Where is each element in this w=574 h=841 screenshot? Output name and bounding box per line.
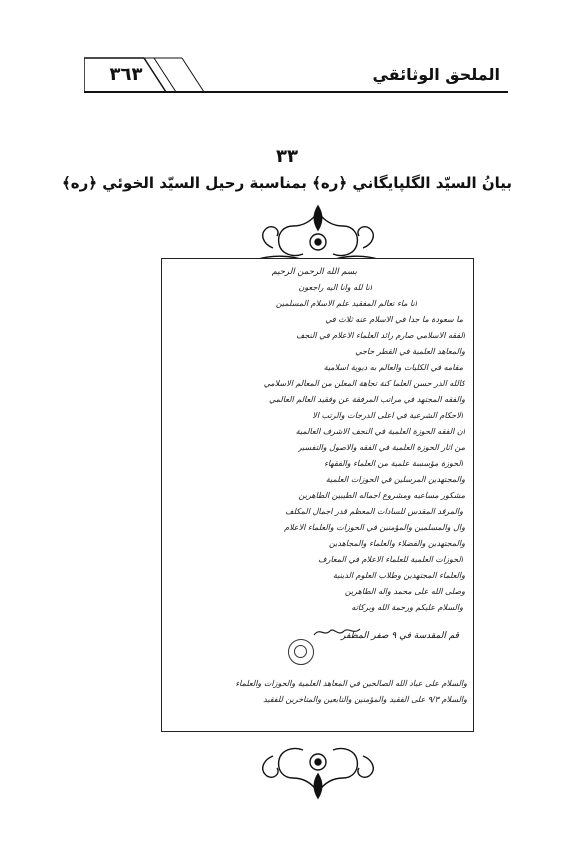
page-header bbox=[84, 56, 508, 96]
letter-line: بسم الله الرحمن الرحيم bbox=[271, 267, 357, 277]
letter-line: الاحكام الشرعية في اعلى الدرجات والرتب الا bbox=[312, 411, 463, 420]
letter-line: ما سعودة ما جدا في الاسلام عنه ثلاث في bbox=[325, 315, 463, 324]
letter-date: قم المقدسة في ٩ صفر المظفر bbox=[341, 631, 459, 641]
letter-line: انا لله وانا اليه راجعون bbox=[298, 283, 372, 292]
letter-line: انا ماء تعالم المفقيد علم الاسلام المسلمين bbox=[275, 299, 417, 308]
postscript-line: والسلام ٩/٣ على الفقيد والمؤمنين والتابعين والمتاخرين للفقيد bbox=[263, 695, 467, 704]
letter-line: الحوزة مؤسسة علمية من العلماء والفقهاء bbox=[324, 459, 463, 468]
letter-line: وال والمسلمين والمؤمنين في الحوزات والعلماء الاعلام bbox=[284, 523, 465, 532]
letter-image bbox=[161, 258, 474, 732]
letter-line: والفقه المجتهد في مراتب المرفقة عن وفقيد العالم العالمي bbox=[269, 395, 465, 404]
document-number: ٣٣ bbox=[276, 146, 298, 167]
letter-line: والمجتهدين المرسلين في الحوزات العلمية bbox=[325, 475, 465, 484]
bottom-ornament bbox=[253, 740, 383, 804]
postscript-line: والسلام على عباد الله الصالحين في المعاهد العلمية والحوزات والعلماء bbox=[235, 679, 467, 688]
letter-line: من اثار الحوزة العلمية في الفقه والاصول والتفسير bbox=[297, 443, 465, 452]
letter-line: والعلماء المجتهدين وطلاب العلوم الدينية bbox=[332, 571, 465, 580]
letter-line: الحوزات العلمية للعلماء الاعلام في المعارف bbox=[318, 555, 463, 564]
letter-line: الفقه الاسلامي صارم رائد العلماء الاعلام في النجف bbox=[296, 331, 465, 340]
letter-line: والمعاهد العلمية في القطر حاجي bbox=[355, 347, 465, 356]
letter-line: والمرقد المقدس للسادات المعظم قدر اجمال المكلف bbox=[285, 507, 463, 516]
page-number: ٣٦٣ bbox=[109, 64, 143, 85]
letter-line: مقامه في الكليات والعالم به ديوية اسلامية bbox=[323, 363, 463, 372]
letter-line: ان الفقه الحوزة العلمية في النجف الاشرف العالمية bbox=[295, 427, 465, 436]
seal bbox=[288, 639, 314, 665]
letter-line: مشكور مساعيه ومشروع اجماله الطيبين الطاهرين bbox=[298, 491, 465, 500]
letter-line: وصلى الله على محمد واله الطاهرين bbox=[344, 587, 465, 596]
letter-line: كالله الدر حسن العلما كنة تجاهة المعلن من المعالم الاسلامي bbox=[263, 379, 465, 388]
letter-line: والمجتهدين والفضلاء والعلماء والمجاهدين bbox=[329, 539, 465, 548]
running-title: الملحق الوثائقي bbox=[372, 65, 500, 84]
document-title: بيانُ السيّد الگلپايگاني ﴿ره﴾ بمناسبة رحيل السيّد الخوئي ﴿ره﴾ bbox=[61, 174, 513, 192]
signature bbox=[312, 625, 362, 639]
letter-line: والسلام عليكم ورحمة الله وبركاته bbox=[351, 603, 463, 612]
letter-body bbox=[168, 265, 467, 725]
